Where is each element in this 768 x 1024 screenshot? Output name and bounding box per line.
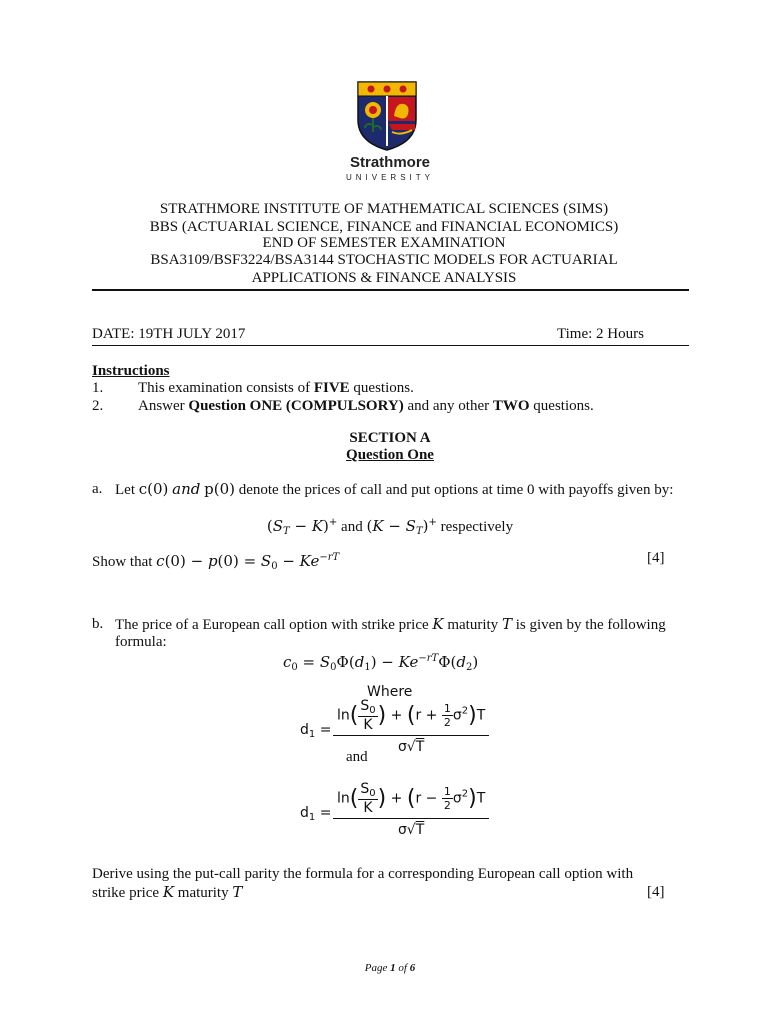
crest-icon [356, 80, 418, 152]
footer-page-number: 1 [390, 962, 396, 974]
payoff-respectively: respectively [440, 519, 514, 535]
part-b-text: The price of a European call option with strike price [115, 617, 429, 633]
instruction-text: questions. [349, 380, 414, 396]
part-b-text: is given by the following [515, 617, 666, 633]
derive-line-2: strike price K maturity T [92, 883, 243, 901]
part-a-marks: [4] [647, 550, 665, 566]
derive-line-1: Derive using the put-call parity the formula for a corresponding European call option with [92, 866, 634, 882]
show-that-text: Show that [92, 554, 153, 570]
derive-text: maturity [177, 885, 229, 901]
d1-lhs: $d_1$ = [300, 722, 332, 740]
part-b-line-1: The price of a European call option with strike price K maturity T is given by the following [115, 615, 666, 633]
footer-of-label: of [398, 962, 407, 974]
logo-wordmark: Strathmore [349, 154, 431, 171]
part-a-label: a. [92, 481, 103, 497]
part-a-and: and [172, 480, 201, 498]
part-b-text: maturity [447, 617, 499, 633]
where-label: Where [367, 684, 413, 700]
instruction-number: 2. [92, 398, 104, 414]
part-b-line-2: formula: [115, 634, 167, 650]
footer-page-label: Page [364, 962, 388, 974]
header-rule [92, 289, 689, 291]
question-title: Question One [346, 447, 434, 463]
section-title: SECTION A [349, 430, 431, 446]
instruction-number: 1. [92, 380, 104, 396]
part-b-marks: [4] [647, 884, 665, 900]
payoff-and: and [341, 519, 363, 535]
header-exam: END OF SEMESTER EXAMINATION [262, 235, 506, 251]
part-a-let: Let [115, 482, 135, 498]
d2-lhs: $d_1$ = [300, 805, 332, 823]
footer-page-total: 6 [409, 962, 416, 974]
derive-text: strike price [92, 885, 160, 901]
header-programme: BBS (ACTUARIAL SCIENCE, FINANCE and FINANCIAL ECONOMICS) [149, 219, 619, 235]
payoff-formula: $(S_T - K)^+$ and $(K - S_T)^+$ respectively [266, 517, 514, 537]
exam-time: Time: 2 Hours [557, 326, 644, 342]
instruction-text: This examination consists of [138, 380, 314, 396]
date-rule [92, 345, 689, 346]
call-price-formula: $c_0 = S_0\Phi(d_1) - Ke^{-rT}\Phi(d_2)$ [283, 653, 479, 673]
exam-date: DATE: 19TH JULY 2017 [92, 326, 246, 342]
page-footer [0, 962, 768, 974]
header-course: BSA3109/BSF3224/BSA3144 STOCHASTIC MODELS FOR ACTUARIAL [150, 252, 618, 268]
d2-fraction: ln( $\frac{S_0}{K}$ ) + (r − $\frac{1}{2}$ $\sigma^2)T$ σ√T [333, 781, 489, 838]
instruction-emphasis: TWO [492, 398, 530, 414]
d1-fraction: ln( $\frac{S_0}{K}$ ) + (r + $\frac{1}{2}$ $\sigma^2)T$ σ√T [333, 698, 489, 755]
header-institute: STRATHMORE INSTITUTE OF MATHEMATICAL SCIENCES (SIMS) [159, 201, 609, 217]
instructions-title: Instructions [92, 363, 170, 379]
instruction-emphasis: Question ONE (COMPULSORY) [188, 398, 404, 414]
instruction-text: and any other [403, 398, 493, 414]
part-a-text: Let c(0) and p(0) denote the prices of call and put options at time 0 with payoffs given by: [115, 480, 674, 498]
instruction-emphasis: FIVE [313, 380, 350, 396]
part-a-rest: denote the prices of call and put options at time 0 with payoffs given by: [238, 482, 674, 498]
and-label: and [346, 749, 368, 765]
part-a-show: Show that $c(0) - p(0) = S_0 - Ke^{-rT}$ [92, 552, 340, 572]
instruction-item-1 [92, 379, 414, 397]
part-b-label: b. [92, 616, 104, 632]
logo-subtitle: UNIVERSITY [345, 173, 434, 182]
instruction-text: questions. [529, 398, 594, 414]
header-course-title: APPLICATIONS & FINANCE ANALYSIS [251, 270, 517, 286]
university-logo [356, 80, 418, 152]
instruction-item-2 [92, 397, 594, 415]
instruction-text: Answer [138, 398, 189, 414]
